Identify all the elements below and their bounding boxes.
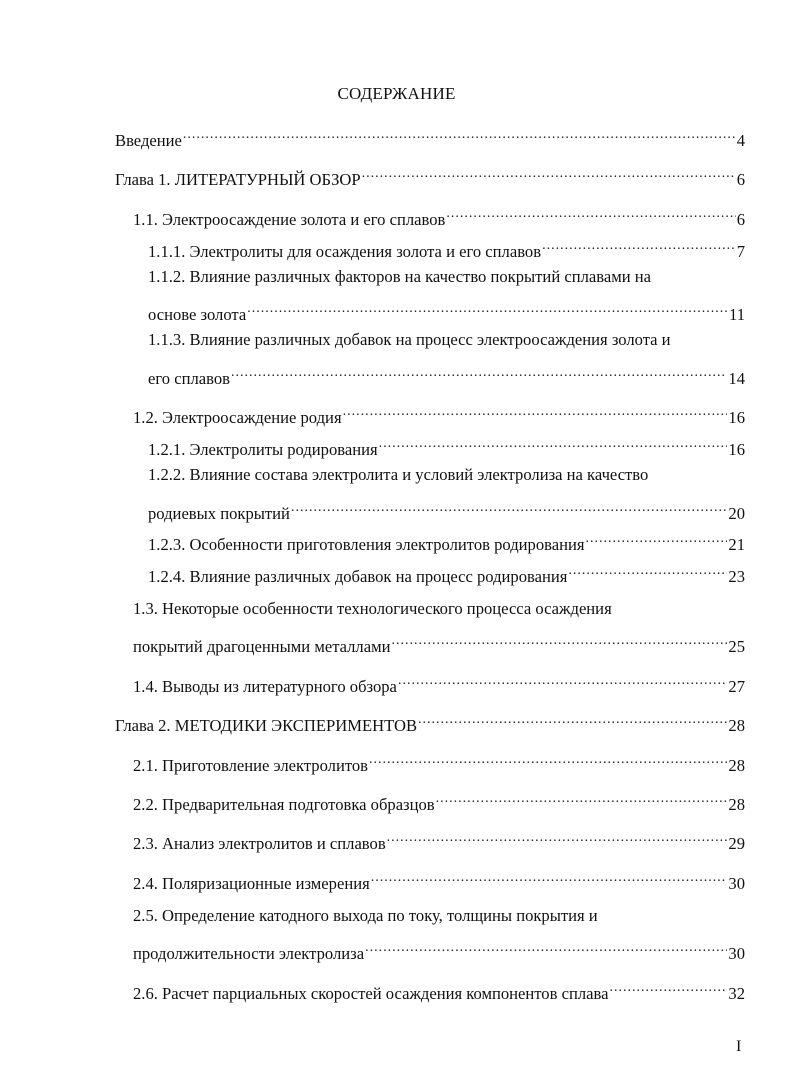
- toc-leader-dots: [247, 296, 728, 320]
- toc-leader-dots: [371, 865, 728, 889]
- toc-entry-text: 1.2. Электроосаждение родия: [133, 408, 342, 427]
- toc-entry-page: 20: [728, 504, 745, 523]
- toc-entry-2-1[interactable]: [133, 747, 745, 775]
- toc-entry-1-1[interactable]: [133, 201, 745, 229]
- toc-leader-dots: [291, 495, 727, 519]
- toc-entry-page: 23: [728, 567, 745, 586]
- toc-entry-text: 1.2.3. Особенности приготовления электролитов родирования: [148, 535, 585, 554]
- toc-entry-text: покрытий драгоценными металлами: [133, 637, 391, 656]
- toc-leader-dots: [398, 668, 727, 692]
- toc-entry-text: основе золота: [148, 305, 247, 324]
- toc-leader-dots: [586, 526, 728, 550]
- toc-leader-dots: [436, 786, 728, 810]
- toc-entry-text: 2.6. Расчет парциальных скоростей осаждения компонентов сплава: [133, 984, 609, 1003]
- toc-entry-1-3-line1: 1.3. Некоторые особенности технологического процесса осаждения: [133, 599, 612, 618]
- toc-leader-dots: [362, 161, 736, 185]
- toc-entry-page: 21: [728, 535, 745, 554]
- toc-entry-page: 28: [728, 795, 745, 814]
- toc-entry-text: 1.2.1. Электролиты родирования: [148, 440, 378, 459]
- toc-entry-page: 27: [728, 677, 745, 696]
- toc-entry-page: 28: [728, 756, 745, 775]
- toc-entry-2-4[interactable]: [133, 865, 745, 893]
- toc-leader-dots: [183, 122, 736, 146]
- toc-entry-1-2[interactable]: [133, 399, 745, 427]
- toc-entry-text: 1.1. Электроосаждение золота и его сплавов: [133, 210, 446, 229]
- toc-entry-text: 2.2. Предварительная подготовка образцов: [133, 795, 435, 814]
- toc-leader-dots: [568, 558, 727, 582]
- toc-entry-page: 30: [728, 874, 745, 893]
- toc-entry-1-2-2-line1: 1.2.2. Влияние состава электролита и условий электролиза на качество: [148, 465, 649, 484]
- toc-entry-1-2-3[interactable]: [148, 526, 745, 554]
- toc-entry-page: 25: [728, 637, 745, 656]
- toc-entry-page: 28: [728, 716, 745, 735]
- page-title: СОДЕРЖАНИЕ: [337, 84, 456, 103]
- toc-entry-text: 1.2.4. Влияние различных добавок на процесс родирования: [148, 567, 568, 586]
- toc-entry-page: 29: [728, 834, 745, 853]
- toc-entry-text: 1.1.1. Электролиты для осаждения золота и его сплавов: [148, 242, 542, 261]
- toc-entry-chapter-1[interactable]: [115, 161, 745, 189]
- toc-leader-dots: [609, 975, 727, 999]
- toc-entry-text: продолжительности электролиза: [133, 944, 365, 963]
- toc-entry-text: 2.4. Поляризационные измерения: [133, 874, 370, 893]
- toc-entry-page: 11: [729, 305, 745, 324]
- toc-entry-2-2[interactable]: [133, 786, 745, 814]
- toc-entry-text: Глава 1. ЛИТЕРАТУРНЫЙ ОБЗОР: [115, 170, 361, 189]
- toc-entry-2-5-line1: 2.5. Определение катодного выхода по току, толщины покрытия и: [133, 906, 598, 925]
- toc-entry-1-2-1[interactable]: [148, 431, 745, 459]
- toc-entry-1-1-2-line1: 1.1.2. Влияние различных факторов на качество покрытий сплавами на: [148, 267, 651, 286]
- toc-entry-1-2-4[interactable]: [148, 558, 745, 586]
- toc-leader-dots: [418, 707, 727, 731]
- toc-leader-dots: [365, 935, 727, 959]
- toc-entry-text: его сплавов: [148, 369, 230, 388]
- toc-entry-2-5[interactable]: [133, 935, 745, 963]
- toc-leader-dots: [391, 628, 727, 652]
- toc-entry-text: 2.3. Анализ электролитов и сплавов: [133, 834, 386, 853]
- toc-leader-dots: [369, 747, 727, 771]
- toc-leader-dots: [379, 431, 728, 455]
- toc-entry-2-3[interactable]: [133, 825, 745, 853]
- toc-entry-1-3[interactable]: [133, 628, 745, 656]
- toc-entry-text: Глава 2. МЕТОДИКИ ЭКСПЕРИМЕНТОВ: [115, 716, 418, 735]
- toc-entry-2-6[interactable]: [133, 975, 745, 1003]
- toc-entry-page: 16: [728, 408, 745, 427]
- toc-entry-text: родиевых покрытий: [148, 504, 290, 523]
- toc-leader-dots: [343, 399, 728, 423]
- page-number: I: [736, 1038, 742, 1055]
- toc-entry-text: 2.1. Приготовление электролитов: [133, 756, 369, 775]
- toc-entry-page: 4: [736, 131, 745, 150]
- toc-entry-1-1-3-line1: 1.1.3. Влияние различных добавок на процесс электроосаждения золота и: [148, 330, 671, 349]
- toc-entry-1-1-2[interactable]: [148, 296, 745, 324]
- toc-entry-page: 16: [728, 440, 745, 459]
- toc-entry-1-1-1[interactable]: [148, 233, 745, 261]
- toc-entry-page: 14: [728, 369, 745, 388]
- toc-entry-1-2-2[interactable]: [148, 495, 745, 523]
- toc-leader-dots: [387, 825, 728, 849]
- toc-entry-introduction[interactable]: [115, 122, 745, 150]
- toc-entry-page: 6: [736, 170, 745, 189]
- toc-entry-text: 1.4. Выводы из литературного обзора: [133, 677, 397, 696]
- toc-entry-1-1-3[interactable]: [148, 360, 745, 388]
- toc-entry-page: 6: [736, 210, 745, 229]
- toc-entry-chapter-2[interactable]: [115, 707, 745, 735]
- toc-entry-page: 7: [736, 242, 745, 261]
- toc-leader-dots: [231, 360, 727, 384]
- toc-entry-page: 32: [728, 984, 745, 1003]
- toc-leader-dots: [542, 233, 736, 257]
- toc-leader-dots: [446, 201, 735, 225]
- toc-entry-page: 30: [728, 944, 745, 963]
- toc-entry-1-4[interactable]: [133, 668, 745, 696]
- toc-entry-text: Введение: [115, 131, 182, 150]
